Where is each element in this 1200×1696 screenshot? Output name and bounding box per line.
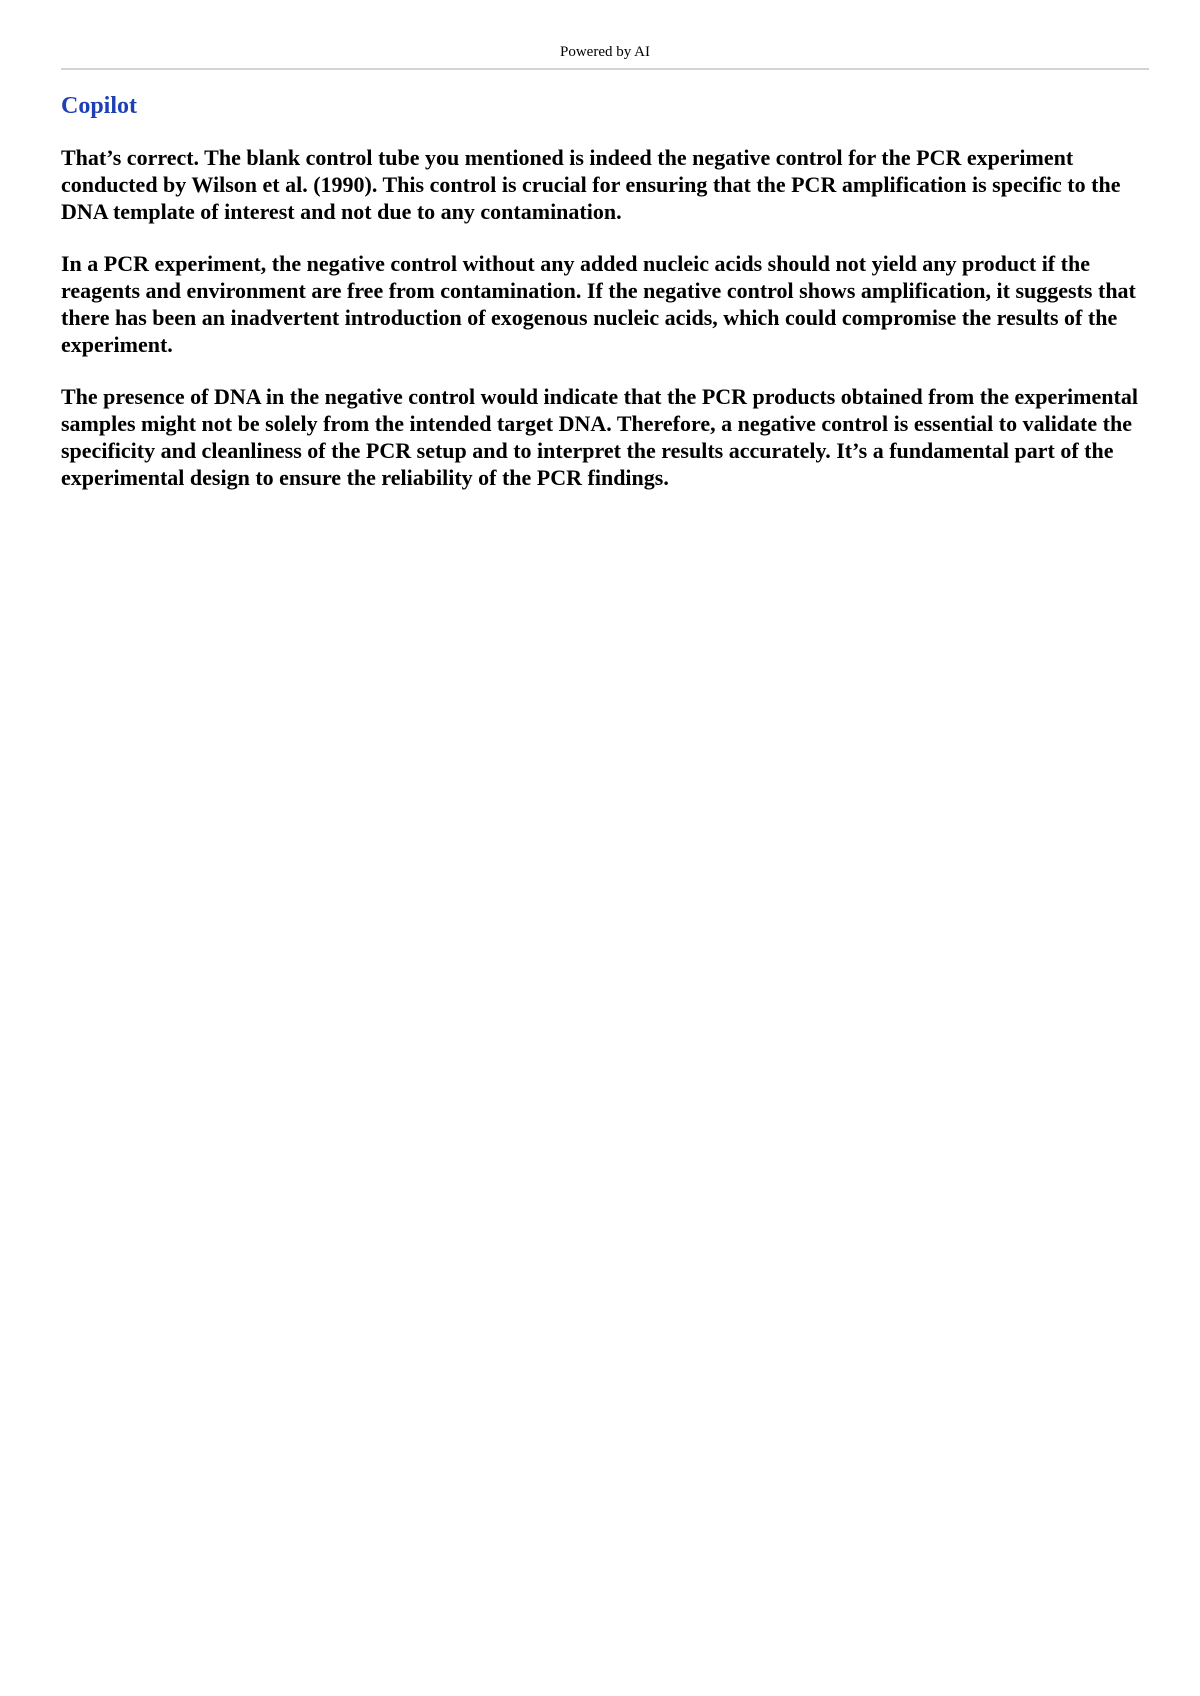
document-page — [61, 0, 1149, 491]
response-paragraph-2: In a PCR experiment, the negative control without any added nucleic acids should not yield any product if the reagents and environment are free from contamination. If the negative control shows amplification, it suggests that there has been an inadvertent introduction of exogenous nucleic acids, which could compromise the results of the experiment. — [61, 251, 1136, 357]
page-header — [61, 0, 1149, 70]
speaker-name: Copilot — [61, 93, 138, 119]
response-paragraph-1: That’s correct. The blank control tube you mentioned is indeed the negative control for the PCR experiment conducted by Wilson et al. (1990). This control is crucial for ensuring that the PCR amplification is specific to the DNA template of interest and not due to any contamination. — [61, 145, 1121, 224]
response-paragraph-3: The presence of DNA in the negative control would indicate that the PCR products obtained from the experimental samples might not be solely from the intended target DNA. Therefore, a negative control is essential to validate the specificity and cleanliness of the PCR setup and to interpret the results accurately. It’s a fundamental part of the experimental design to ensure the reliability of the PCR findings. — [61, 384, 1138, 490]
powered-by-label: Powered by AI — [560, 44, 650, 60]
